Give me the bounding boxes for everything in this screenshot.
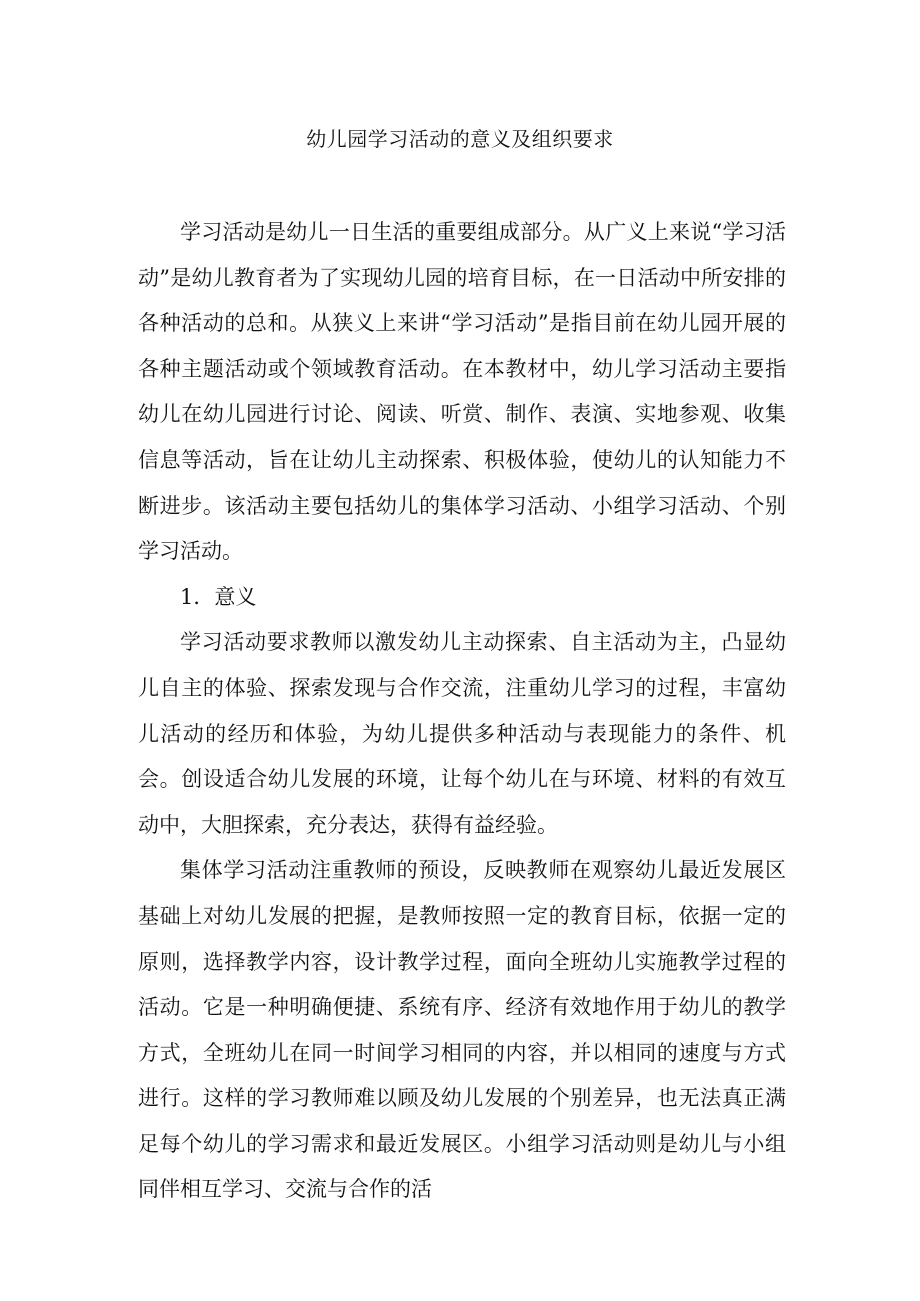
- paragraph-intro: 学习活动是幼儿一日生活的重要组成部分。从广义上来说“学习活动”是幼儿教育者为了实现幼儿园的培育目标，在一日活动中所安排的各种活动的总和。从狭义上来讲“学习活动”是指目前在幼儿园开展的各种主题活动或个领域教育活动。在本教材中，幼儿学习活动主要指幼儿在幼儿园进行讨论、阅读、听赏、制作、表演、实地参观、收集信息等活动，旨在让幼儿主动探索、积极体验，使幼儿的认知能力不断进步。该活动主要包括幼儿的集体学习活动、小组学习活动、个别学习活动。: [138, 220, 786, 564]
- document-title: 幼儿园学习活动的意义及组织要求: [306, 127, 614, 151]
- paragraph-significance: 学习活动要求教师以激发幼儿主动探索、自主活动为主，凸显幼儿自主的体验、探索发现与合作交流，注重幼儿学习的过程，丰富幼儿活动的经历和体验，为幼儿提供多种活动与表现能力的条件、机会。创设适合幼儿发展的环境，让每个幼儿在与环境、材料的有效互动中，大胆探索，充分表达，获得有益经验。: [138, 630, 786, 837]
- section-heading-significance: 1．意义: [180, 584, 257, 609]
- paragraph-group-learning: 集体学习活动注重教师的预设，反映教师在观察幼儿最近发展区基础上对幼儿发展的把握，是教师按照一定的教育目标，依据一定的原则，选择教学内容，设计教学过程，面向全班幼儿实施教学过程的活动。它是一种明确便捷、系统有序、经济有效地作用于幼儿的教学方式，全班幼儿在同一时间学习相同的内容，并以相同的速度与方式进行。这样的学习教师难以顾及幼儿发展的个别差异，也无法真正满足每个幼儿的学习需求和最近发展区。小组学习活动则是幼儿与小组同伴相互学习、交流与合作的活: [138, 858, 786, 1202]
- document-body: [138, 210, 786, 1213]
